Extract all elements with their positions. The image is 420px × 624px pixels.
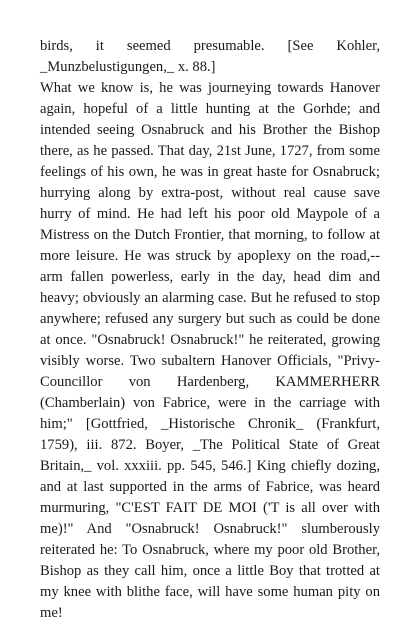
paragraph-continuation: birds, it seemed presumable. [See Kohler, _Munzbelustigungen,_ x. 88.] bbox=[40, 38, 380, 75]
document-page bbox=[40, 36, 380, 624]
paragraph-main: What we know is, he was journeying towards Hanover again, hopeful of a little hunting at the Gorhde; and intended seeing Osnabruck and his Brother the Bishop there, as he passed. That day, 21st June, 1727, from some feelings of his own, he was in great haste for Osnabruck; hurrying along by extra-post, without real cause save hurry of mind. He had left his poor old Maypole of a Mistress on the Dutch Frontier, that morning, to follow at more leisure. He was struck by apoplexy on the road,--arm fallen powerless, early in the day, head dim and heavy; obviously an alarming case. But he refused to stop anywhere; refused any surgery but such as could be done at once. "Osnabruck! Osnabruck!" he reiterated, growing visibly worse. Two subaltern Hanover Officials, "Privy-Councillor von Hardenberg, KAMMERHERR (Chamberlain) von Fabrice, were in the carriage with him;" [Gottfried, _Historische Chronik_ (Frankfurt, 1759), iii. 872. Boyer, _The Political State of Great Britain,_ vol. xxxiii. pp. 545, 546.] King chiefly dozing, and at last supported in the arms of Fabrice, was heard murmuring, "C'EST FAIT DE MOI ('T is all over with me)!" And "Osnabruck! Osnabruck!" slumberously reiterated he: To Osnabruck, where my poor old Brother, Bishop as they call him, once a little Boy that trotted at my knee with blithe face, will have some human pity on me! bbox=[40, 80, 380, 621]
